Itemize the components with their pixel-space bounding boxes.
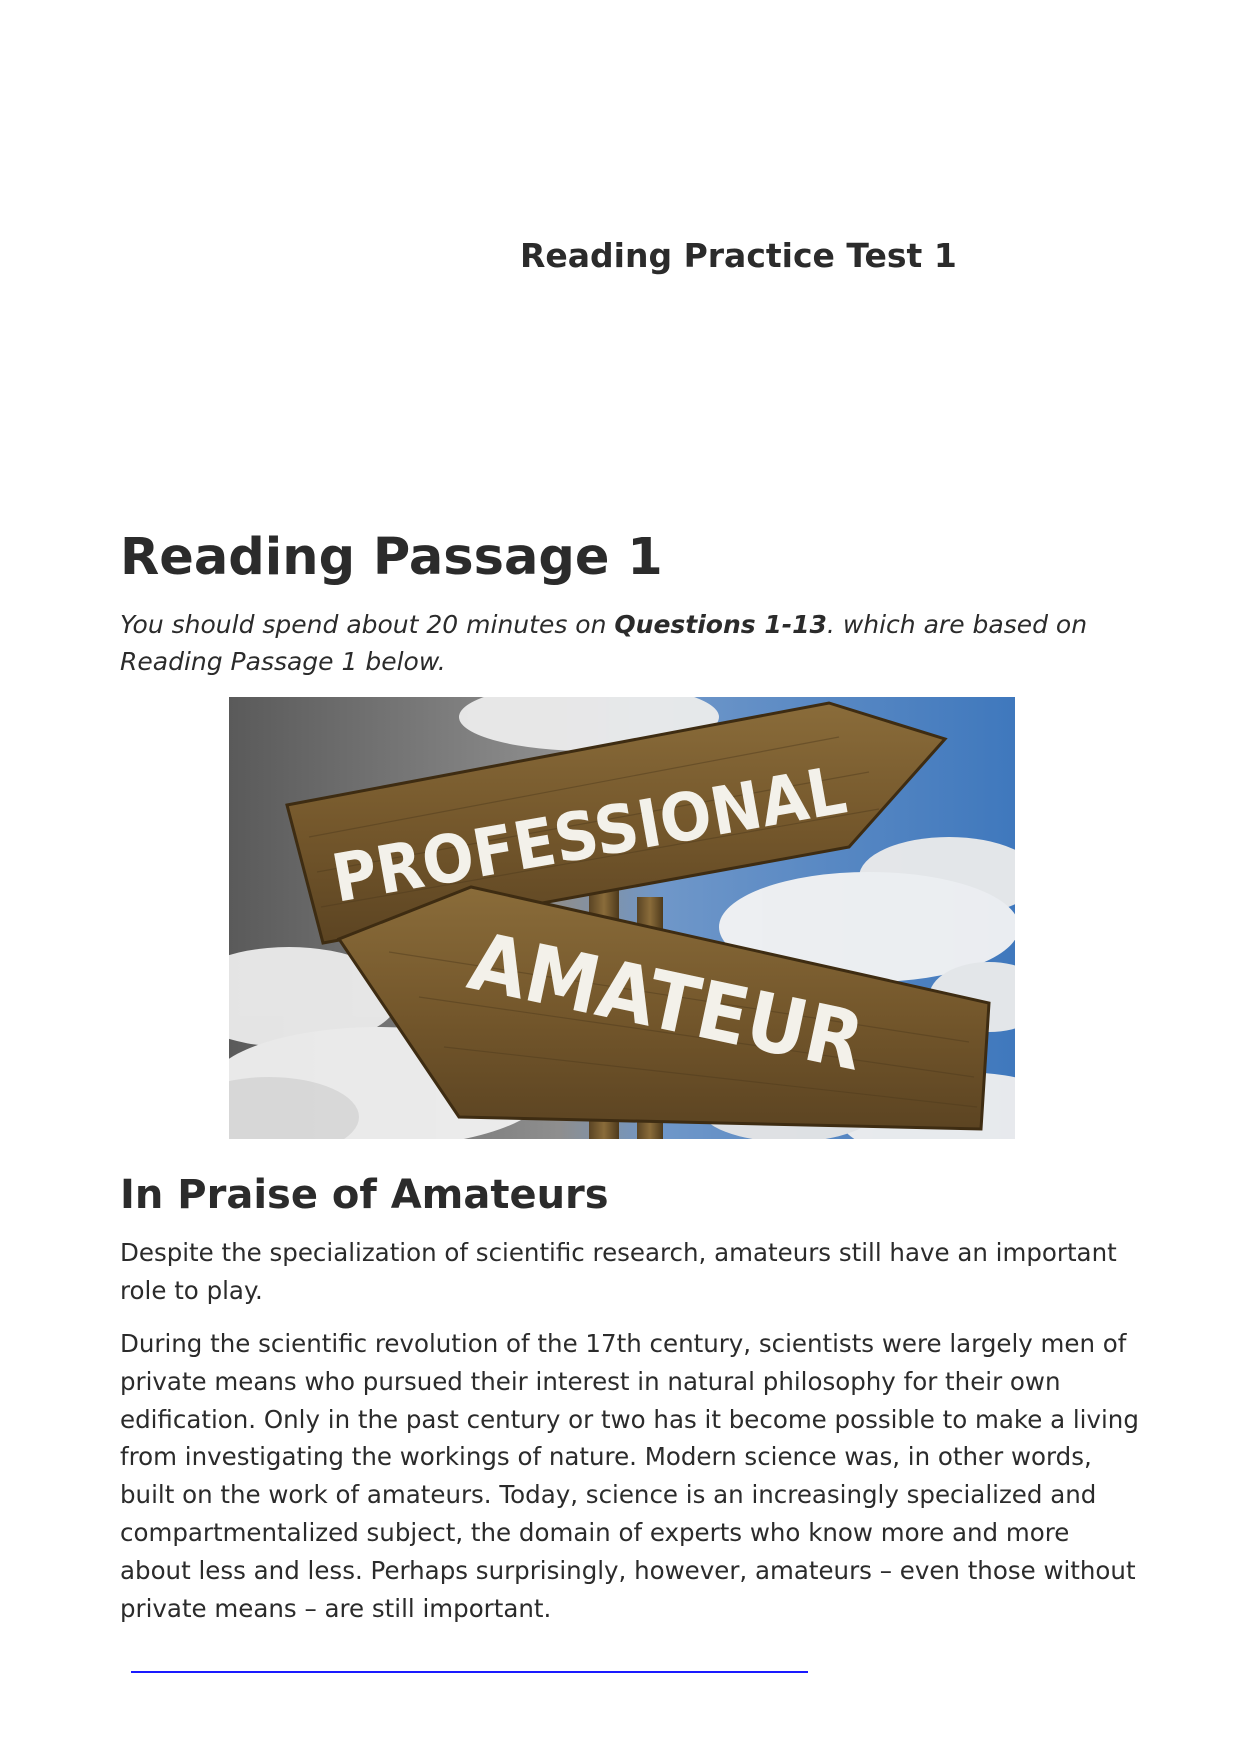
article-paragraph: During the scientific revolution of the 17th century, scientists were largely men of private means who pursued their interest in natural philosophy for their own edification. Only in the past century or two has it become possible to make a living from investigating the workings of nature. Modern science was, in other words, built on the work of amateurs. Today, science is an increasingly specialized and compartmentalized subject, the domain of experts who know more and more about less and less. Perhaps surprisingly, however, amateurs – even those without private means – are still important. bbox=[120, 1329, 1139, 1623]
article-title: In Praise of Amateurs bbox=[120, 1172, 609, 1218]
instructions-questions: Questions 1-13 bbox=[614, 610, 827, 639]
passage-heading: Reading Passage 1 bbox=[120, 528, 663, 587]
sign-bottom-text: AMATEUR bbox=[461, 914, 904, 1096]
footnote-divider bbox=[131, 1671, 808, 1673]
professional-amateur-signpost-image bbox=[229, 697, 1015, 1139]
instructions-prefix: You should spend about 20 minutes on bbox=[120, 610, 615, 639]
instructions-suffix: . which are based on Reading Passage 1 below. bbox=[120, 610, 1088, 676]
article-lead: Despite the specialization of scientific research, amateurs still have an important role to play. bbox=[120, 1238, 1117, 1305]
passage-instructions bbox=[120, 606, 1130, 680]
sign-top-text: PROFESSIONAL bbox=[326, 743, 898, 918]
test-title: Reading Practice Test 1 bbox=[520, 236, 957, 275]
